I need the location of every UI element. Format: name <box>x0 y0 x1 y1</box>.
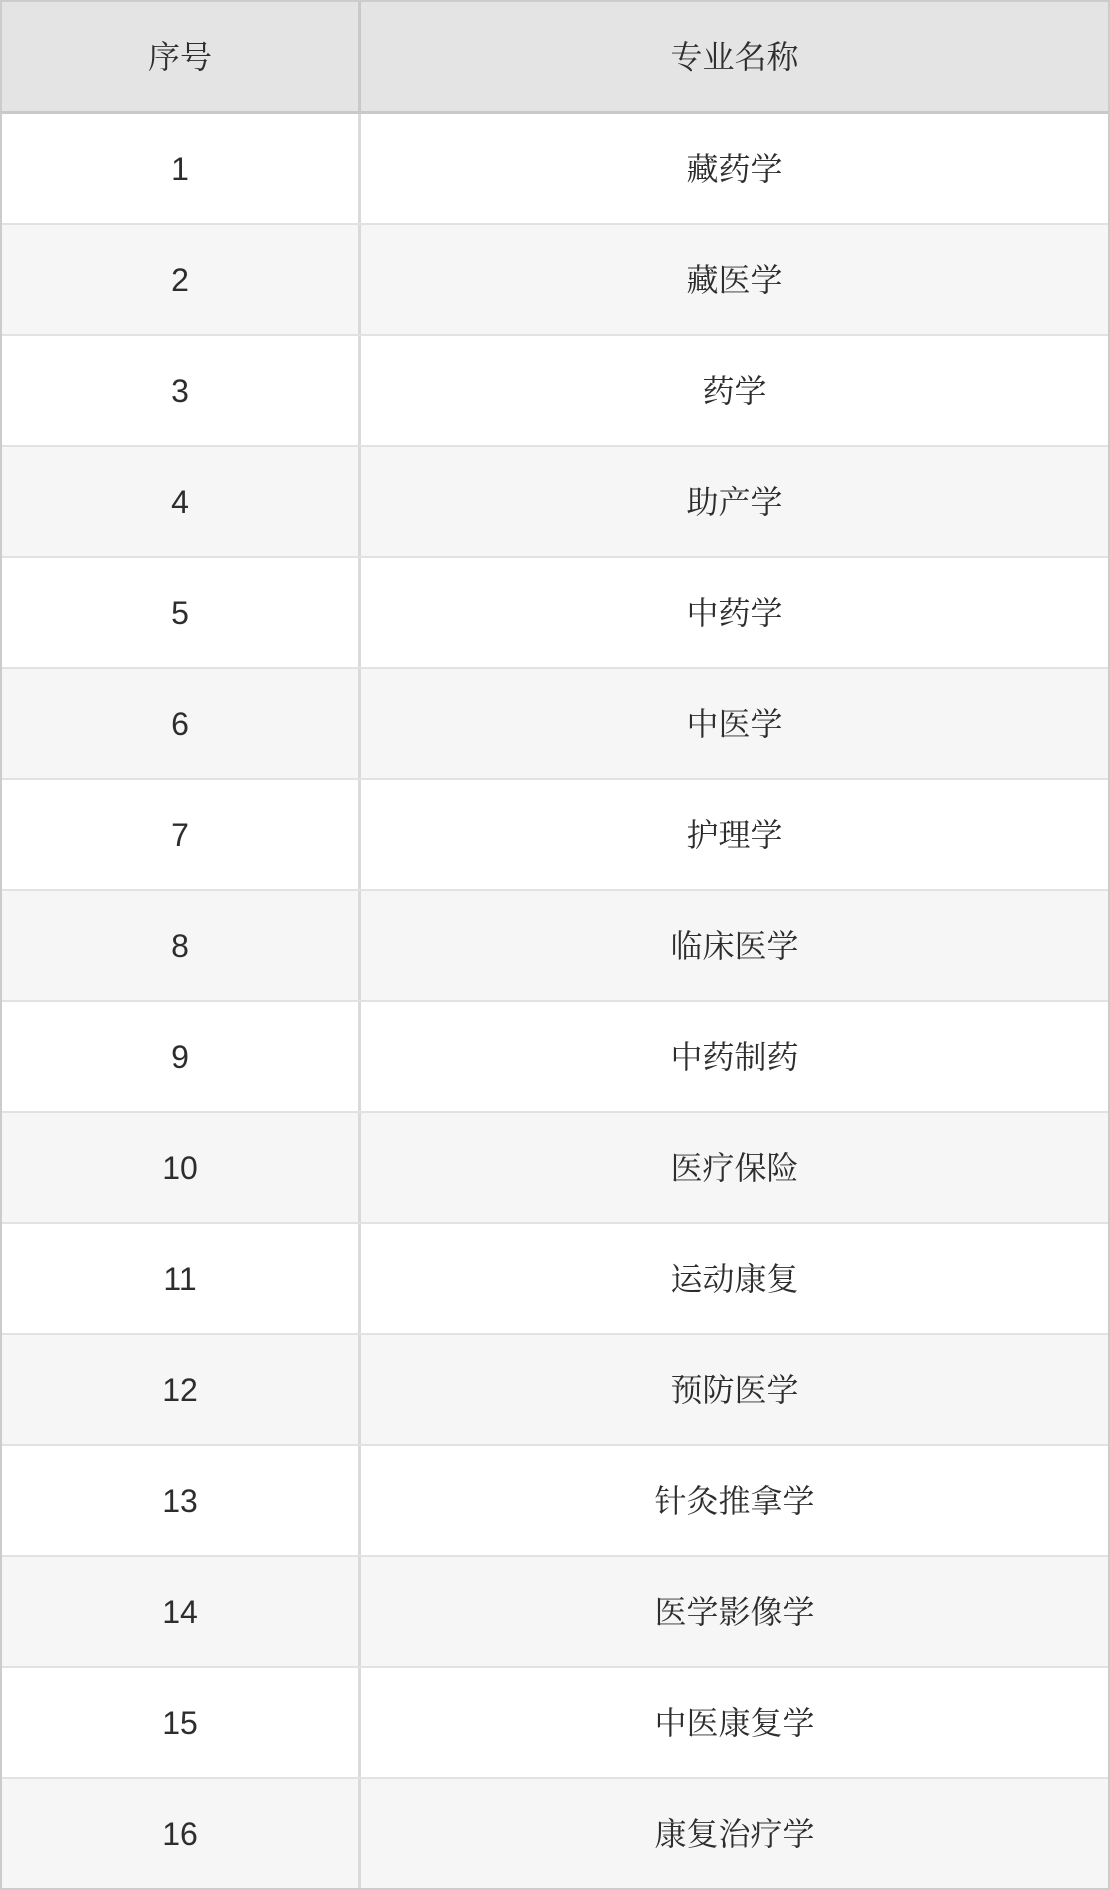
row-number-cell: 7 <box>2 780 361 889</box>
row-number-cell: 3 <box>2 336 361 445</box>
major-name-cell: 助产学 <box>686 483 783 520</box>
row-number-cell: 15 <box>2 1668 361 1777</box>
major-name-cell: 藏医学 <box>686 261 783 298</box>
column-header-no: 序号 <box>2 2 361 111</box>
table-row <box>2 891 1108 1002</box>
column-header-name: 专业名称 <box>670 38 799 75</box>
major-name-cell: 针灸推拿学 <box>654 1482 815 1519</box>
major-name-cell: 医学影像学 <box>654 1593 815 1630</box>
major-name-cell: 医疗保险 <box>670 1149 799 1186</box>
major-name-cell: 康复治疗学 <box>654 1815 815 1852</box>
row-number-cell: 16 <box>2 1779 361 1888</box>
row-number-cell: 10 <box>2 1113 361 1222</box>
major-name-cell: 预防医学 <box>670 1371 799 1408</box>
table-row <box>2 447 1108 558</box>
table-row <box>2 1446 1108 1557</box>
row-number-cell: 12 <box>2 1335 361 1444</box>
table-row <box>2 336 1108 447</box>
row-number-cell: 14 <box>2 1557 361 1666</box>
row-number-cell: 5 <box>2 558 361 667</box>
row-number-cell: 1 <box>2 114 361 223</box>
table-header-row <box>2 2 1108 114</box>
major-name-cell: 药学 <box>702 372 767 409</box>
major-name-cell: 中药学 <box>686 594 783 631</box>
table-row <box>2 1335 1108 1446</box>
row-number-cell: 2 <box>2 225 361 334</box>
major-name-cell: 临床医学 <box>670 927 799 964</box>
row-number-cell: 9 <box>2 1002 361 1111</box>
table-row <box>2 225 1108 336</box>
row-number-cell: 11 <box>2 1224 361 1333</box>
row-number-cell: 4 <box>2 447 361 556</box>
major-name-cell: 中医学 <box>686 705 783 742</box>
table-row <box>2 1113 1108 1224</box>
table-row <box>2 669 1108 780</box>
major-name-cell: 中医康复学 <box>654 1704 815 1741</box>
row-number-cell: 13 <box>2 1446 361 1555</box>
table-row <box>2 558 1108 669</box>
table-row <box>2 1668 1108 1779</box>
row-number-cell: 8 <box>2 891 361 1000</box>
major-name-cell: 中药制药 <box>670 1038 799 1075</box>
row-number-cell: 6 <box>2 669 361 778</box>
table-row <box>2 1224 1108 1335</box>
major-name-cell: 运动康复 <box>670 1260 799 1297</box>
major-name-cell: 藏药学 <box>686 150 783 187</box>
table-row <box>2 780 1108 891</box>
table-row <box>2 1557 1108 1668</box>
table-row <box>2 114 1108 225</box>
table-row <box>2 1779 1108 1888</box>
table-row <box>2 1002 1108 1113</box>
major-name-cell: 护理学 <box>686 816 783 853</box>
